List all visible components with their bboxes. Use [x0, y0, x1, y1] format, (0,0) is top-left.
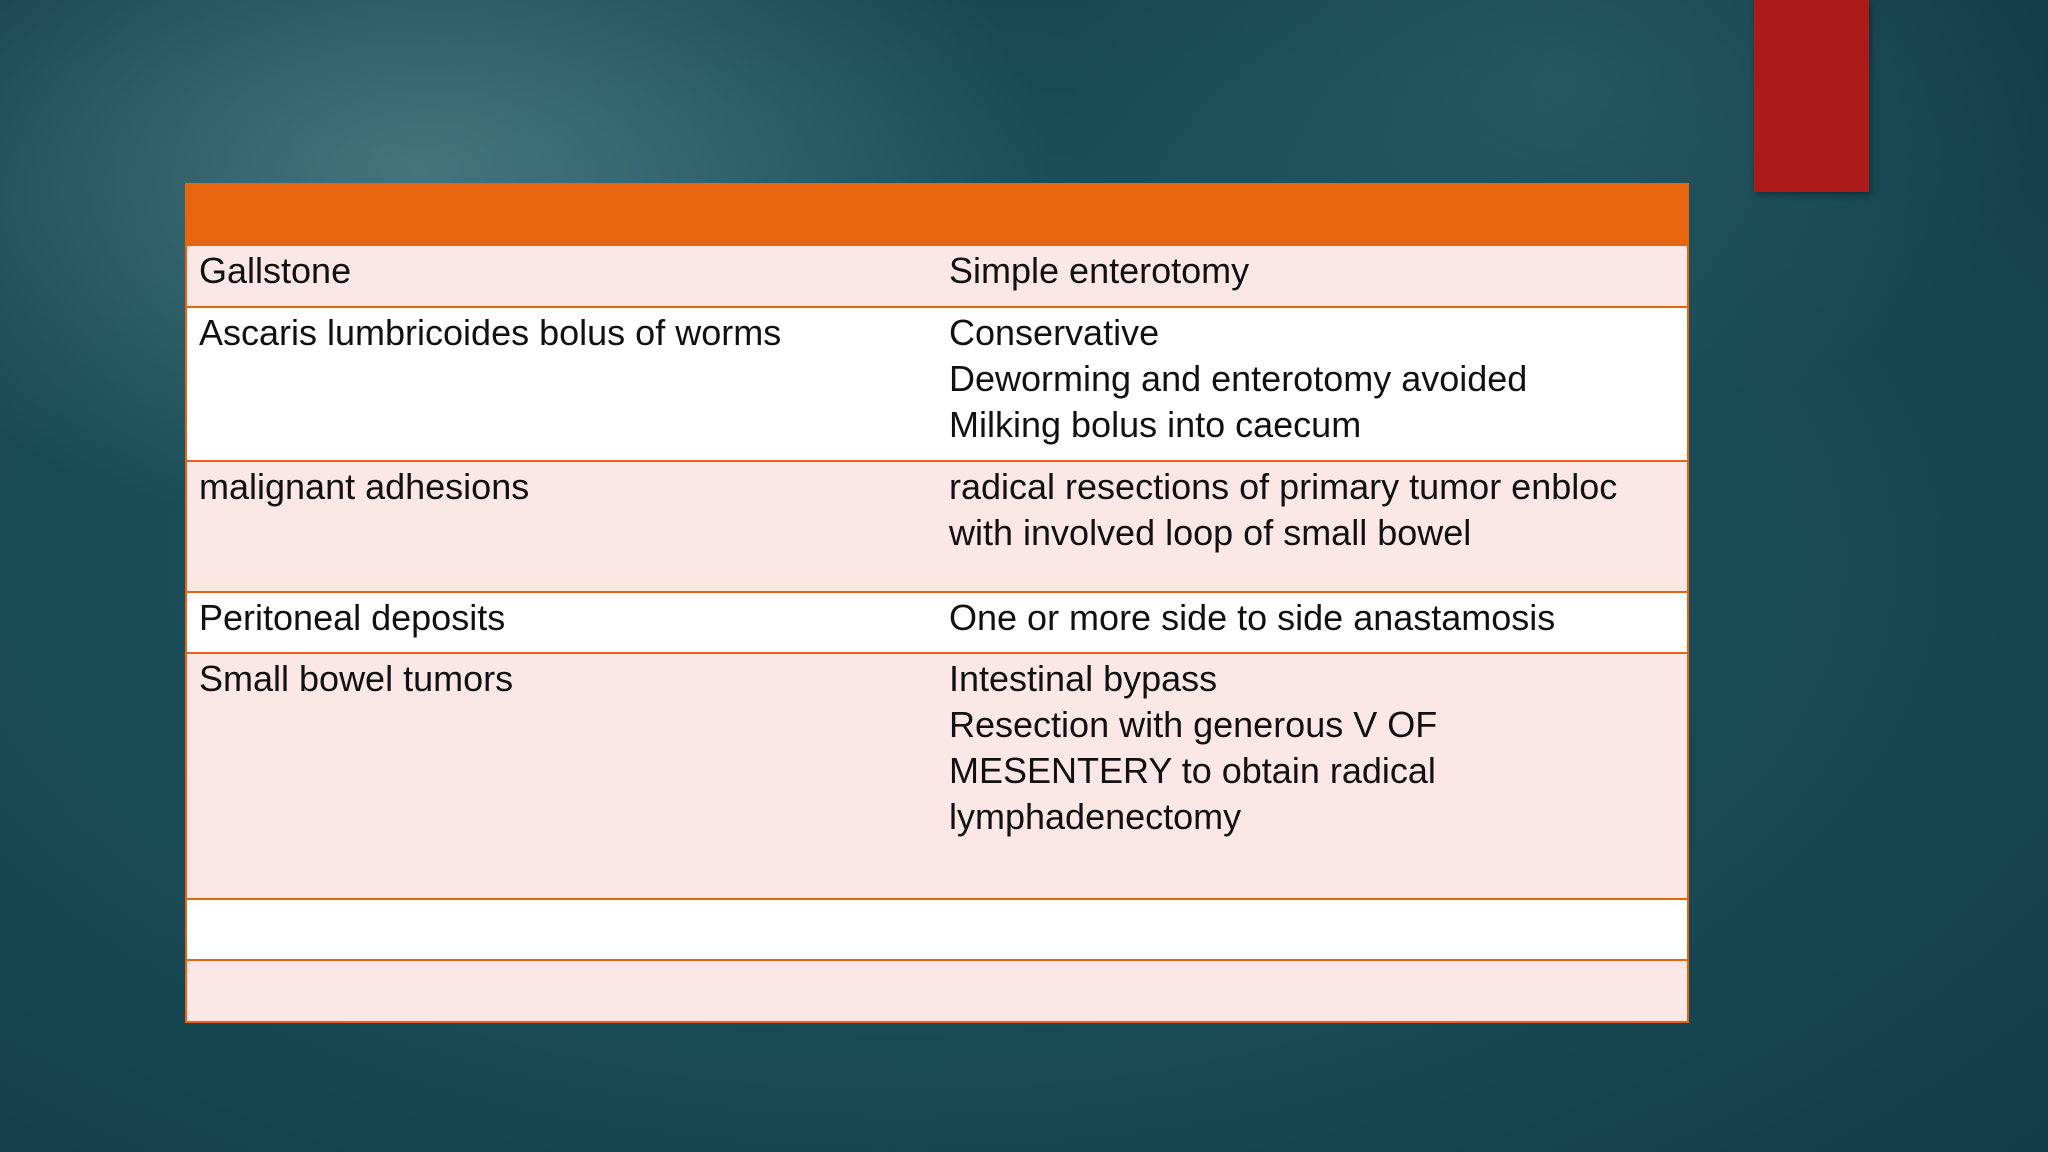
cause-text: Small bowel tumors — [199, 658, 514, 699]
treatment-line: Resection with generous V OF — [949, 704, 1438, 745]
table-row — [187, 960, 1687, 1021]
cause-cell — [187, 653, 937, 899]
treatment-line: lymphadenectomy — [949, 796, 1242, 837]
treatment-cell — [937, 899, 1687, 960]
header-cell-cause — [187, 185, 937, 246]
table-header-row — [187, 185, 1687, 246]
cause-text: malignant adhesions — [199, 466, 530, 507]
cause-text: Gallstone — [199, 250, 352, 291]
treatment-table — [185, 183, 1689, 1023]
treatment-line: Conservative — [949, 312, 1160, 353]
table-row — [187, 592, 1687, 653]
treatment-line: Intestinal bypass — [949, 658, 1218, 699]
header-cell-treatment — [937, 185, 1687, 246]
cause-text: Ascaris lumbricoides bolus of worms — [199, 312, 782, 353]
table — [187, 185, 1687, 1021]
treatment-line: Deworming and enterotomy avoided — [949, 358, 1528, 399]
table-row — [187, 461, 1687, 592]
table-row — [187, 653, 1687, 899]
treatment-cell — [937, 307, 1687, 461]
treatment-line: with involved loop of small bowel — [949, 512, 1472, 553]
table-row — [187, 307, 1687, 461]
cause-cell — [187, 307, 937, 461]
treatment-cell — [937, 461, 1687, 592]
cause-text: Peritoneal deposits — [199, 597, 506, 638]
treatment-line: One or more side to side anastamosis — [949, 597, 1556, 638]
table-row — [187, 246, 1687, 307]
treatment-cell — [937, 960, 1687, 1021]
red-accent-tab — [1754, 0, 1869, 192]
cause-cell — [187, 899, 937, 960]
treatment-cell — [937, 246, 1687, 307]
treatment-line: Milking bolus into caecum — [949, 404, 1362, 445]
treatment-line: radical resections of primary tumor enbloc — [949, 466, 1618, 507]
cause-cell — [187, 461, 937, 592]
table-row — [187, 899, 1687, 960]
treatment-cell — [937, 592, 1687, 653]
treatment-line: MESENTERY to obtain radical — [949, 750, 1436, 791]
cause-cell — [187, 246, 937, 307]
cause-cell — [187, 592, 937, 653]
cause-cell — [187, 960, 937, 1021]
treatment-cell — [937, 653, 1687, 899]
treatment-line: Simple enterotomy — [949, 250, 1250, 291]
